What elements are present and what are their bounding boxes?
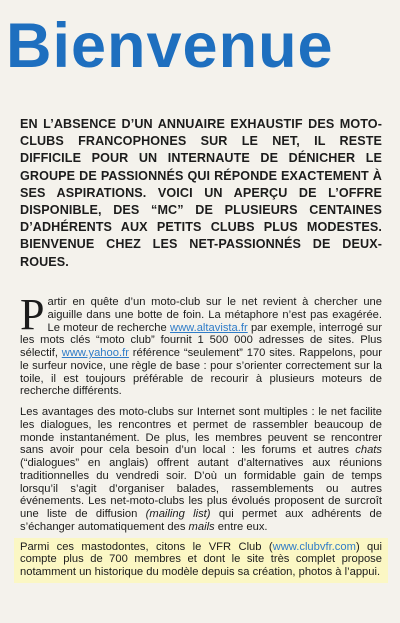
advantages-text-4: entre eux.: [214, 520, 268, 533]
advantages-text-1: Les avantages des moto-clubs sur Internet sont multiples : le net facilite les dialogues, les rencontres et permet de rassembler beaucoup de monde instantanément. De plus, les membres peuvent se rencontrer sans avoir pour cela besoin d’un local : les forums et autres: [20, 406, 382, 457]
clubvfr-link[interactable]: www.clubvfr.com: [272, 540, 356, 553]
intro-paragraph: [20, 290, 382, 398]
mailing-list-term: (mailing list): [145, 508, 211, 520]
lead-paragraph: EN L’ABSENCE D’UN ANNUAIRE EXHAUSTIF DES MOTO-CLUBS FRANCOPHONES SUR LE NET, IL RESTE DIFFICILE POUR UN INTERNAUTE DE DÉNICHER LE GROUPE DE PASSIONNÉS QUI RÉPONDE EXACTEMENT À SES ASPIRATIONS. VOICI UN APERÇU DE L’OFFRE DISPONIBLE, DES “MC” DE PLUSIEURS CENTAINES D’ADHÉRENTS AUX PETITS CLUBS PLUS MODESTES. BIENVENUE CHEZ LES NET-PASSIONNÉS DE DEUX-ROUES.: [20, 117, 382, 269]
highlight-text-2: ) qui compte plus de 700 membres et dont le site très complet propose notamment un historique du modèle depuis sa création, photos à l’appui.: [20, 540, 382, 578]
advantages-text-3: qui permet aux adhérents de s’échanger automatiquement des: [20, 508, 382, 533]
drop-cap: P: [20, 290, 45, 339]
page-title: Bienvenue: [6, 11, 334, 81]
highlight-text-1: Parmi ces mastodontes, citons le VFR Club (: [20, 540, 273, 553]
advantages-paragraph: [20, 406, 382, 534]
chats-term: chats: [355, 444, 382, 457]
advantages-text-2: (“dialogues” en anglais) offrent autant d’alternatives aux réunions traditionnelles du vendredi soir. D’où un formidable gain de temps lorsqu’il s’agit d’organiser balades, rassemblements ou autres événements. Les net-moto-clubs les plus évolués proposent de surcroît une liste de diffusion: [20, 457, 382, 520]
intro-text-2: par exemple, interrogé sur les mots clés “moto club” fournit 1 500 000 adresses de sites. Plus sélectif,: [20, 321, 382, 359]
altavista-link[interactable]: www.altavista.fr: [169, 321, 248, 334]
yahoo-link[interactable]: www.yahoo.fr: [61, 347, 129, 359]
intro-text-1: artir en quête d’un moto-club sur le net revient à chercher une aiguille dans une botte de foin. La métaphore n’est pas exagérée. Le moteur de recherche: [47, 296, 382, 334]
highlighted-paragraph: [14, 538, 388, 583]
intro-text-3: référence “seulement” 170 sites. Rappelons, pour le surfeur novice, une règle de base : pour s’orienter correctement sur la toile, il est toujours préférable de recourir à plusieurs moteurs de recherche différents.: [20, 347, 382, 398]
article-body: [20, 290, 382, 583]
mails-term: mails: [188, 520, 215, 533]
